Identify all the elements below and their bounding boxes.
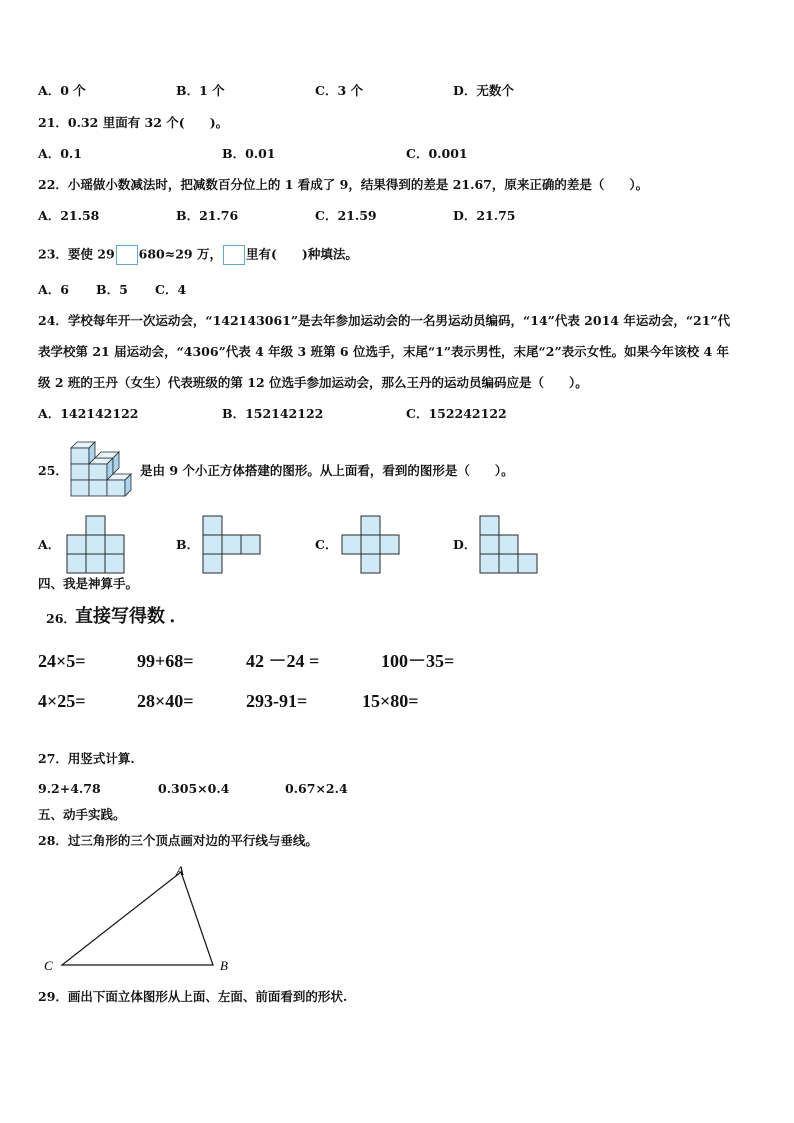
q28-triangle-figure bbox=[40, 862, 240, 977]
q22-option-c: C．21.59 bbox=[315, 208, 377, 223]
q23-option-b: B．5 bbox=[96, 282, 128, 297]
q23-option-a: A．6 bbox=[38, 282, 69, 297]
q25-option-d: D． bbox=[453, 537, 477, 552]
q25-option-b: B． bbox=[176, 537, 200, 552]
triangle-abc bbox=[62, 872, 213, 965]
q27-item-2: 0.305×0.4 bbox=[158, 781, 230, 796]
q24-line1: 24．学校每年开一次运动会，“142143061”是去年参加运动会的一名男运动员编码，“14”代表 2014 年运动会，“21”代 bbox=[38, 313, 731, 328]
q27-item-1: 9.2+4.78 bbox=[38, 781, 101, 796]
q22-option-b: B．21.76 bbox=[176, 208, 239, 223]
q23-stem bbox=[38, 245, 358, 265]
q23-option-c: C．4 bbox=[155, 282, 187, 297]
section-4-heading: 四、我是神算手。 bbox=[38, 576, 139, 591]
q24-option-a: A．142142122 bbox=[38, 406, 139, 421]
q26-r1-4: 100－35= bbox=[381, 651, 455, 671]
q21-option-b: B．0.01 bbox=[222, 146, 276, 161]
q26-r2-2: 28×40= bbox=[137, 691, 194, 711]
vertex-label-b: B bbox=[220, 958, 228, 973]
q29-stem: 29．画出下面立体图形从上面、左面、前面看到的形状. bbox=[38, 989, 348, 1004]
q25-option-d-figure bbox=[479, 515, 539, 573]
q27-stem: 27．用竖式计算. bbox=[38, 751, 135, 766]
q21-stem: 21．0.32 里面有 32 个( )。 bbox=[38, 115, 229, 130]
q22-option-d: D．21.75 bbox=[453, 208, 516, 223]
q21-option-c: C．0.001 bbox=[406, 146, 468, 161]
q21-option-a: A．0.1 bbox=[38, 146, 82, 161]
q23-blank-box-1 bbox=[116, 245, 138, 265]
q28-stem: 28．过三角形的三个顶点画对边的平行线与垂线。 bbox=[38, 833, 318, 848]
q26-r1-2: 99+68= bbox=[137, 651, 194, 671]
q26-heading: 直接写得数 ． bbox=[75, 606, 188, 626]
q23-blank-box-2 bbox=[223, 245, 245, 265]
q25-option-a: A． bbox=[38, 537, 61, 552]
q25-option-c-figure bbox=[341, 515, 401, 573]
q25-stem: 是由 9 个小正方体搭建的图形。从上面看，看到的图形是（ ）。 bbox=[140, 463, 514, 478]
q26-number: 26． bbox=[46, 611, 76, 626]
q25-option-c: C． bbox=[315, 537, 338, 552]
q20-option-b: B．1 个 bbox=[176, 83, 225, 98]
q26-r2-4: 15×80= bbox=[362, 691, 419, 711]
q22-stem: 22．小瑶做小数减法时，把减数百分位上的 1 看成了 9，结果得到的差是 21.67，原来正确的差是（ ）。 bbox=[38, 177, 649, 192]
q24-line2: 表学校第 21 届运动会，“4306”代表 4 年级 3 班第 6 位选手，末尾“1”表示男性，末尾“2”表示女性。如果今年该校 4 年 bbox=[38, 344, 730, 359]
q24-option-b: B．152142122 bbox=[222, 406, 324, 421]
q25-option-b-figure bbox=[202, 515, 262, 573]
q23-stem-part2: 680≈29 万， bbox=[138, 246, 222, 262]
q22-option-a: A．21.58 bbox=[38, 208, 100, 223]
q20-option-c: C．3 个 bbox=[315, 83, 363, 98]
q23-stem-part1: 23．要使 29 bbox=[38, 246, 115, 262]
q26-r2-3: 293-91= bbox=[246, 691, 308, 711]
q20-option-d: D．无数个 bbox=[453, 83, 514, 98]
q26-r2-1: 4×25= bbox=[38, 691, 86, 711]
q25-cube-figure bbox=[68, 438, 140, 504]
section-5-heading: 五、动手实践。 bbox=[38, 807, 126, 822]
q25-option-a-figure bbox=[66, 515, 126, 573]
q20-option-a: A．0 个 bbox=[38, 83, 86, 98]
q25-number: 25． bbox=[38, 463, 68, 478]
vertex-label-c: C bbox=[44, 958, 53, 973]
q23-stem-part3: 里有( )种填法。 bbox=[245, 246, 358, 262]
q26-r1-3: 42 －24 = bbox=[246, 651, 320, 671]
q24-option-c: C．152242122 bbox=[406, 406, 507, 421]
q26-r1-1: 24×5= bbox=[38, 651, 86, 671]
q24-line3: 级 2 班的王丹（女生）代表班级的第 12 位选手参加运动会，那么王丹的运动员编码应是（ ）。 bbox=[38, 375, 588, 390]
vertex-label-a: A bbox=[176, 863, 184, 878]
q27-item-3: 0.67×2.4 bbox=[285, 781, 348, 796]
